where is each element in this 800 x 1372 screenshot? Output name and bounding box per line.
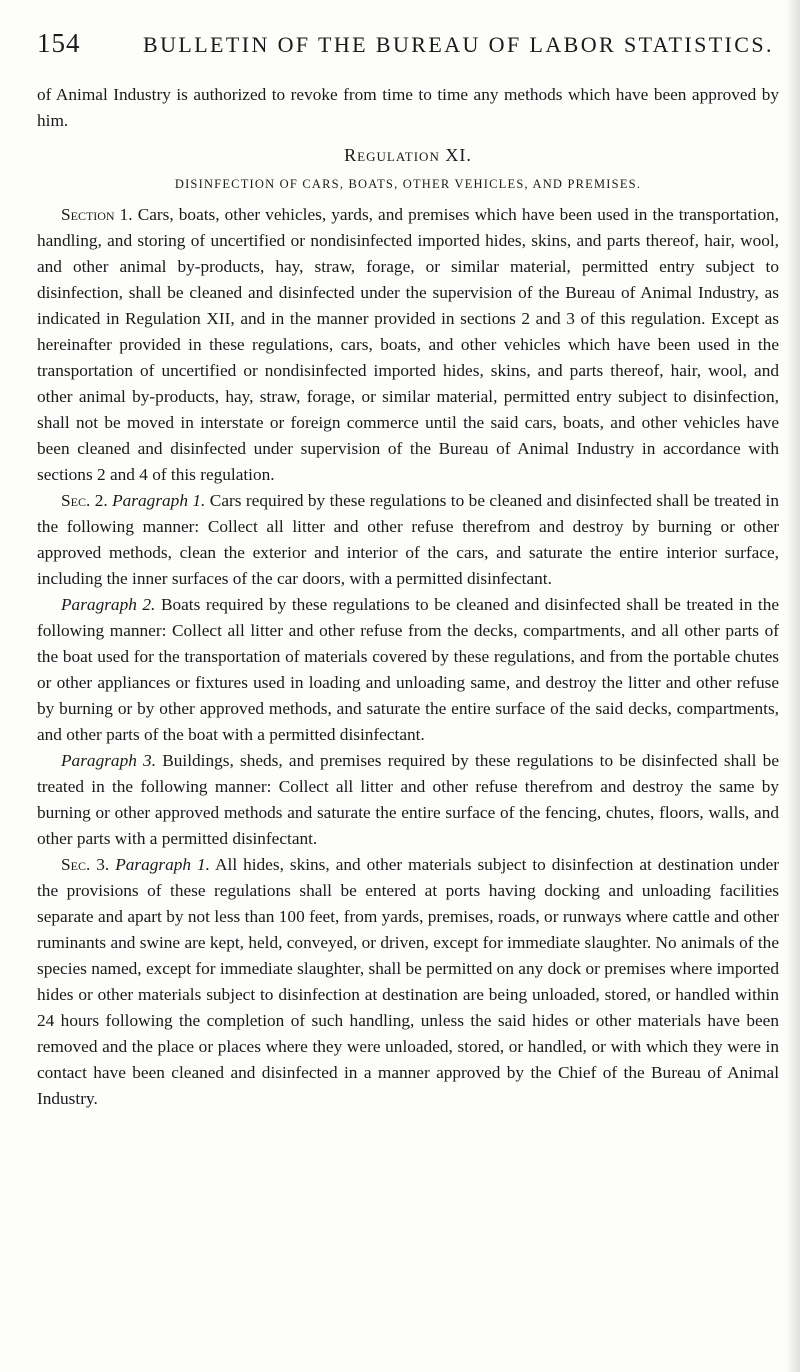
section-2-para-3-text: Buildings, sheds, and premises required by these regulations to be disinfected shall be treated in the following manner: Collect all litter and other refuse therefrom and destroy the same by burning or other approved methods and saturate the entire surface of the fencing, chutes, floors, walls, and other parts with a permitted disinfectant. (37, 751, 779, 848)
section-1-text: Cars, boats, other vehicles, yards, and premises which have been used in the transportation, handling, and storing of uncertified or nondisinfected imported hides, skins, and parts thereof, hair, wool, and other animal by-products, hay, straw, forage, or similar material, permitted entry subject to disinfection, shall be cleaned and disinfected under the supervision of the Bureau of Animal Industry, as indicated in Regulation XII, and in the manner provided in sections 2 and 3 of this regulation. Except as hereinafter provided in these regulations, cars, boats, and other vehicles which have been used in the transportation of uncertified or nondisinfected imported hides, skins, and parts thereof, hair, wool, and other animal by-products, hay, straw, forage, or similar material, permitted entry subject to disinfection, shall not be moved in interstate or foreign commerce until the said cars, boats, and other vehicles have been cleaned and disinfected under supervision of the Bureau of Animal Industry in accordance with sections 2 and 4 of this regulation. (37, 205, 779, 484)
section-2-paragraph-1 (37, 488, 779, 592)
continuation-paragraph: of Animal Industry is authorized to revoke from time to time any methods which have been approved by him. (37, 85, 779, 130)
regulation-subtitle: DISINFECTION OF CARS, BOATS, OTHER VEHICLES, AND PREMISES. (174, 177, 642, 191)
section-2-para-1-label: Paragraph 1. (112, 491, 206, 510)
page-number: 154 (37, 28, 81, 58)
section-2-paragraph-2 (37, 592, 779, 748)
page-edge-shadow (786, 0, 800, 1372)
section-2-para-1-text: Cars required by these regulations to be cleaned and disinfected shall be treated in the following manner: Collect all litter and other refuse therefrom and destroy by burning or other approved methods, clean the exterior and interior of the cars, and saturate the entire interior surface, including the inner surfaces of the car doors, with a permitted disinfectant. (37, 491, 779, 588)
running-title: BULLETIN OF THE BUREAU OF LABOR STATISTICS. (143, 32, 774, 57)
section-2-paragraph-3 (37, 748, 779, 852)
section-3-paragraph-1 (37, 852, 779, 1112)
section-2-label: Sec. 2. (61, 491, 108, 510)
section-2-para-2-label: Paragraph 2. (61, 595, 156, 614)
section-1-paragraph (37, 202, 779, 488)
section-3-para-1-text: All hides, skins, and other materials subject to disinfection at destination under the provisions of these regulations shall be entered at ports having docking and unloading facilities separate and apart by not less than 100 feet, from yards, premises, roads, or runways where cattle and other ruminants and swine are kept, held, conveyed, or driven, except for immediate slaughter. No animals of the species named, except for immediate slaughter, shall be permitted on any dock or premises where imported hides or other materials subject to disinfection at destination are being unloaded, stored, or handled within 24 hours following the completion of such handling, unless the said hides or other materials have been removed and the place or places where they were unloaded, stored, or handled, or with which they were in contact have been cleaned and disinfected in a manner approved by the Chief of the Bureau of Animal Industry. (37, 855, 779, 1108)
section-2-para-2-text: Boats required by these regulations to be cleaned and disinfected shall be treated in the following manner: Collect all litter and other refuse from the decks, compartments, and all other parts of the boat used for the transportation of materials covered by these regulations, and from the portable chutes or other appliances or fixtures used in loading and unloading same, and destroy the litter and other refuse by burning or by other approved methods, and saturate the entire surface of the said decks, compartments, and other parts of the boat with a permitted disinfectant. (37, 595, 779, 744)
section-2-para-3-label: Paragraph 3. (61, 751, 157, 770)
regulation-title: Regulation XI. (344, 145, 472, 165)
running-header (37, 28, 777, 64)
section-1-label: Section 1. (61, 205, 133, 224)
section-3-label: Sec. 3. (61, 855, 110, 874)
section-3-para-1-label: Paragraph 1. (115, 855, 210, 874)
page-body (37, 82, 779, 1112)
